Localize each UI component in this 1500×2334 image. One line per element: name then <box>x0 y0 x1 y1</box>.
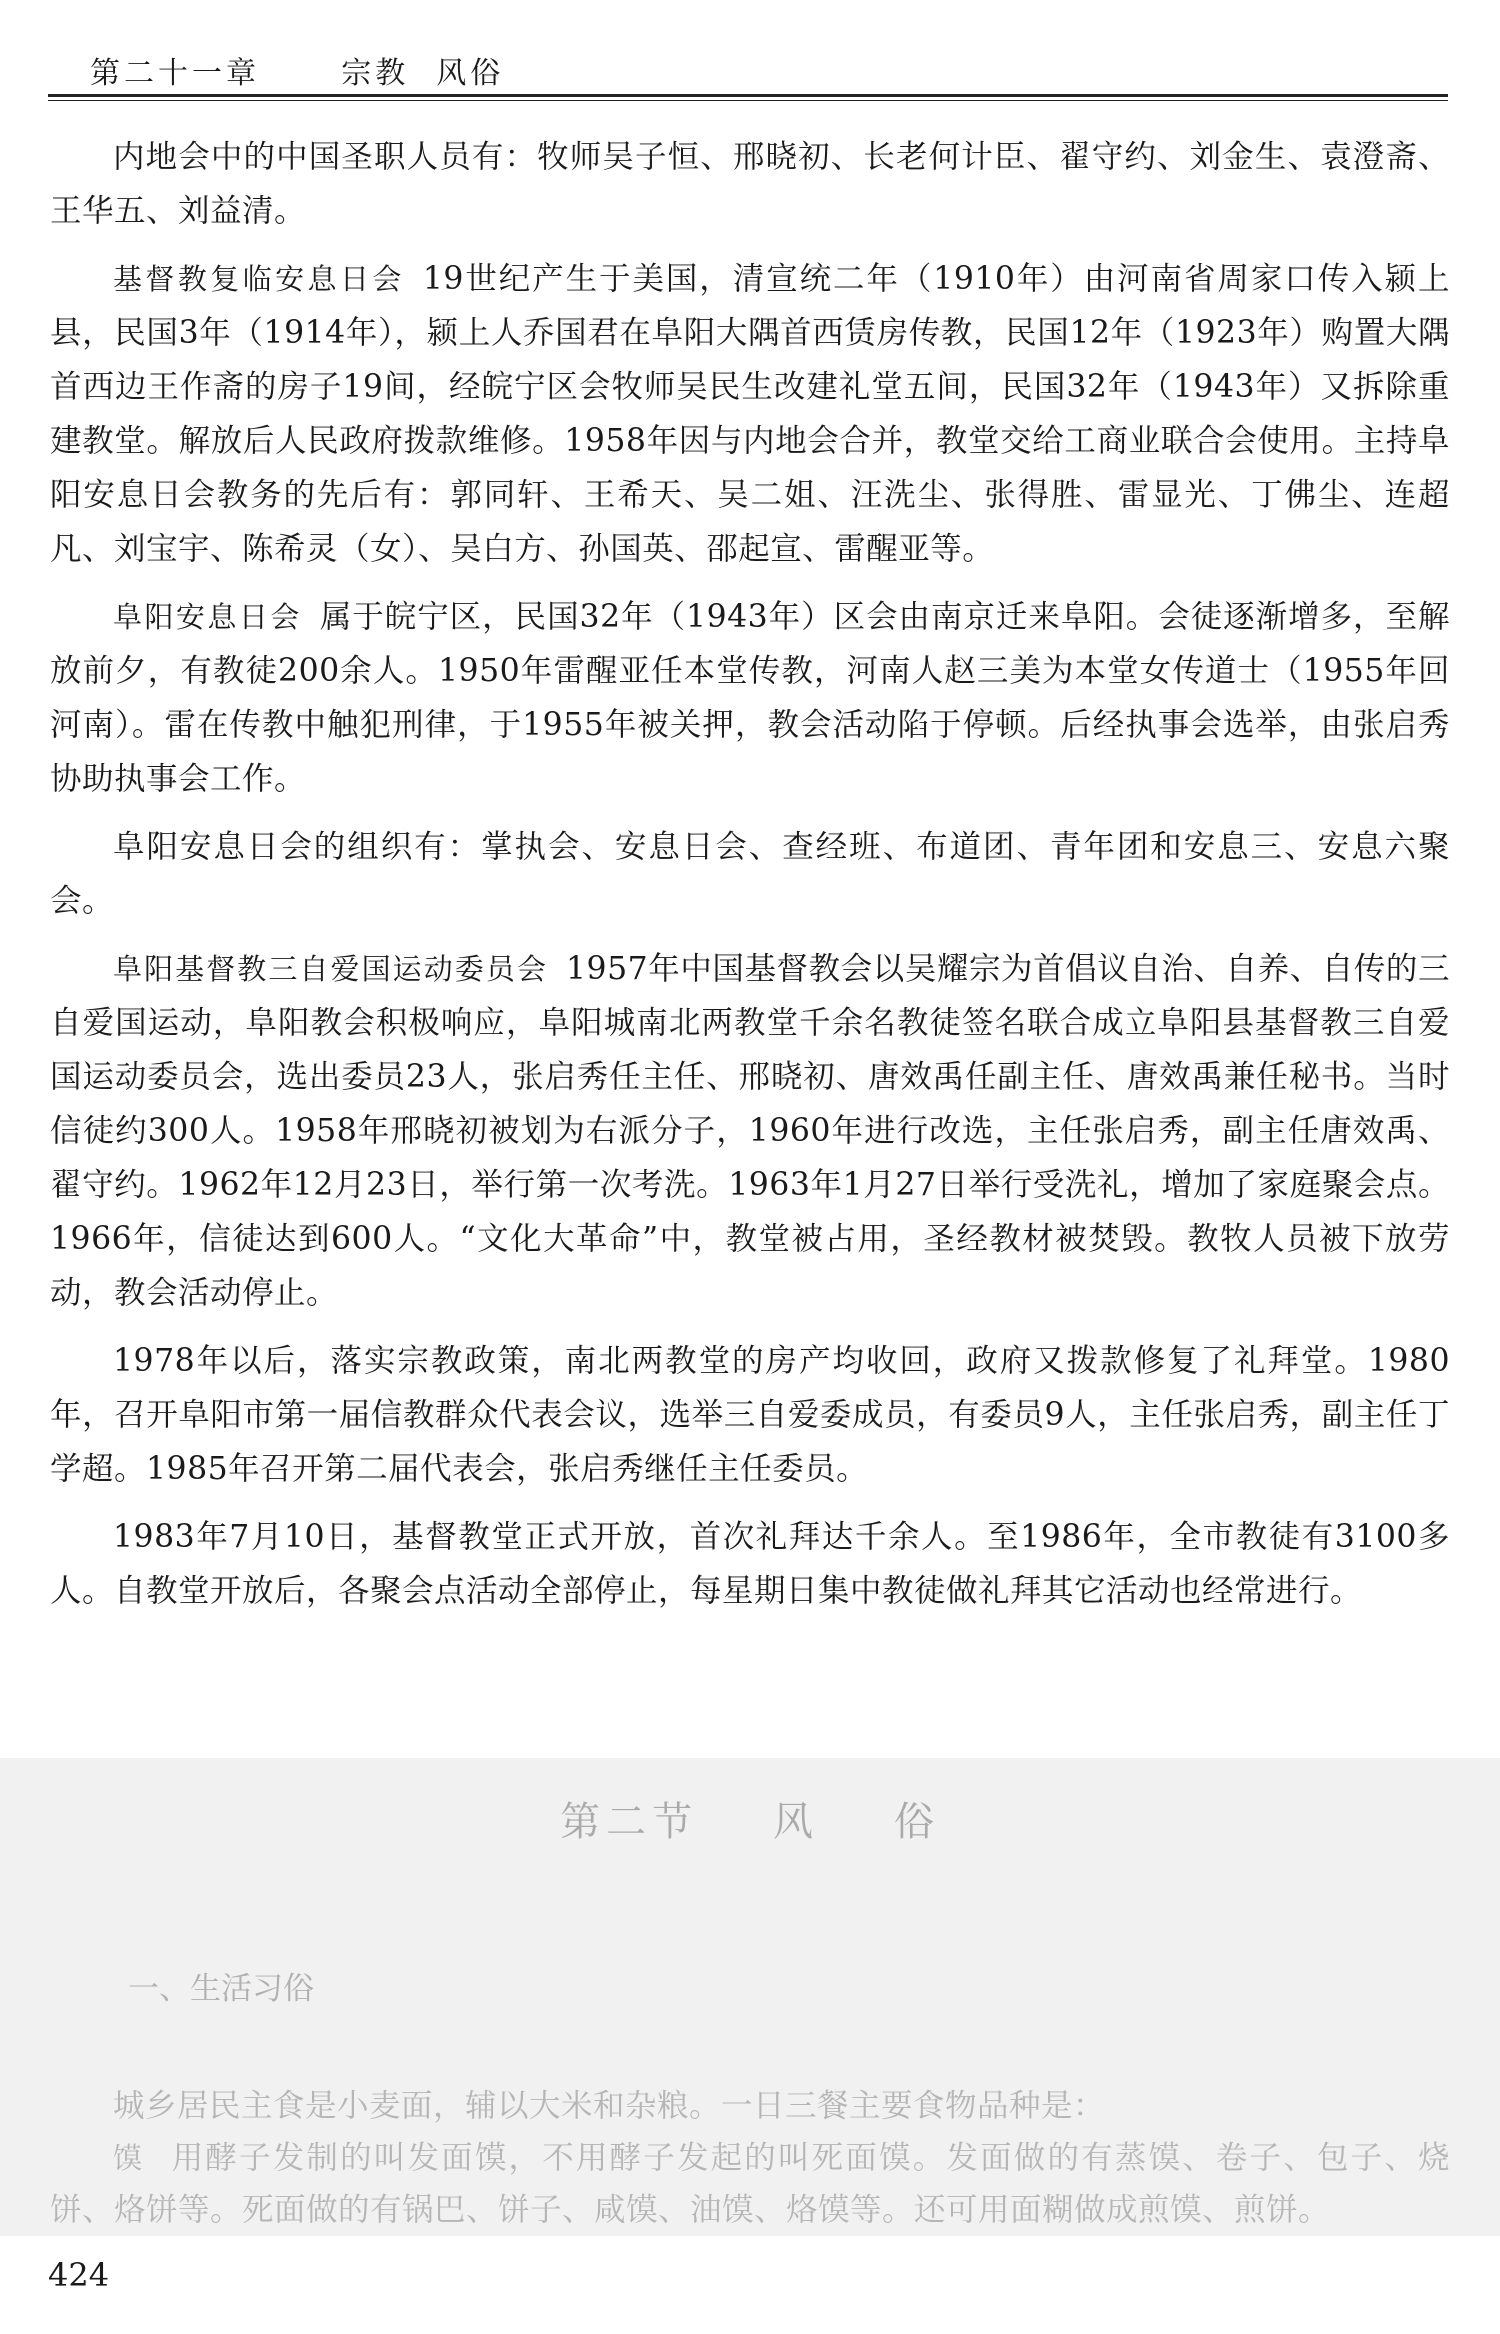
section-text <box>50 2080 1450 2236</box>
paragraph-term: 阜阳安息日会 <box>113 600 302 634</box>
page-number: 424 <box>48 2256 110 2294</box>
paragraph <box>50 1510 1450 1618</box>
paragraph-term: 馍 <box>113 2141 146 2175</box>
paragraph <box>50 2080 1450 2132</box>
paragraph-text: 1978年以后，落实宗教政策，南北两教堂的房产均收回，政府又拨款修复了礼拜堂。1980年，召开阜阳市第一届信教群众代表会议，选举三自爱委成员，有委员9人，主任张启秀，副主任丁学超。1985年召开第二届代表会，张启秀继任主任委员。 <box>50 1343 1450 1487</box>
main-text <box>50 130 1450 1632</box>
paragraph <box>50 130 1450 238</box>
paragraph-text: 内地会中的中国圣职人员有：牧师吴子恒、邢晓初、长老何计臣、翟守约、刘金生、袁澄斋、王华五、刘益清。 <box>50 139 1450 229</box>
header-rule-thick <box>48 94 1448 97</box>
paragraph <box>50 2132 1450 2236</box>
paragraph-text: 属于皖宁区，民国32年（1943年）区会由南京迁来阜阳。会徒逐渐增多，至解放前夕，有教徒200余人。1950年雷醒亚任本堂传教，河南人赵三美为本堂女传道士（1955年回河南）。雷在传教中触犯刑律，于1955年被关押，教会活动陷于停顿。后经执事会选举，由张启秀协助执事会工作。 <box>50 599 1450 797</box>
chapter-header <box>90 48 504 92</box>
section-title: 第二节 风 俗 <box>560 1799 940 1845</box>
running-header <box>48 40 1448 100</box>
header-rule-thin <box>48 100 1448 101</box>
paragraph <box>50 942 1450 1320</box>
paragraph <box>50 590 1450 806</box>
chapter-topic: 宗教 风俗 <box>341 56 505 91</box>
chapter-label: 第二十一章 <box>90 56 260 91</box>
paragraph <box>50 820 1450 928</box>
paragraph-text: 1957年中国基督教会以吴耀宗为首倡议自治、自养、自传的三自爱国运动，阜阳教会积极响应，阜阳城南北两教堂千余名教徒签名联合成立阜阳县基督教三自爱国运动委员会，选出委员23人，张启秀任主任、邢晓初、唐效禹任副主任、唐效禹兼任秘书。当时信徒约300人。1958年邢晓初被划为右派分子，1960年进行改选，主任张启秀，副主任唐效禹、翟守约。1962年12月23日，举行第一次考洗。1963年1月27日举行受洗礼，增加了家庭聚会点。1966年，信徒达到600人。“文化大革命”中，教堂被占用，圣经教材被焚毁。教牧人员被下放劳动，教会活动停止。 <box>50 951 1450 1311</box>
paragraph-text: 城乡居民主食是小麦面，辅以大米和杂粮。一日三餐主要食物品种是： <box>113 2088 1106 2124</box>
paragraph-text: 19世纪产生于美国，清宣统二年（1910年）由河南省周家口传入颍上县，民国3年（1914年），颍上人乔国君在阜阳大隅首西赁房传教，民国12年（1923年）购置大隅首西边王作斋的房子19间，经皖宁区会牧师吴民生改建礼堂五间，民国32年（1943年）又拆除重建教堂。解放后人民政府拨款维修。1958年因与内地会合并，教堂交给工商业联合会使用。主持阜阳安息日会教务的先后有：郭同轩、王希天、吴二姐、汪洗尘、张得胜、雷显光、丁佛尘、连超凡、刘宝宇、陈希灵（女）、吴白方、孙国英、邵起宣、雷醒亚等。 <box>50 261 1450 567</box>
paragraph <box>50 1334 1450 1496</box>
paragraph-term: 基督教复临安息日会 <box>113 262 405 296</box>
paragraph <box>50 252 1450 576</box>
paragraph-text: 用酵子发制的叫发面馍，不用酵子发起的叫死面馍。发面做的有蒸馍、卷子、包子、烧饼、烙饼等。死面做的有锅巴、饼子、咸馍、油馍、烙馍等。还可用面糊做成煎馍、煎饼。 <box>50 2140 1450 2228</box>
paragraph-text: 1983年7月10日，基督教堂正式开放，首次礼拜达千余人。至1986年，全市教徒有3100多人。自教堂开放后，各聚会点活动全部停止，每星期日集中教徒做礼拜其它活动也经常进行。 <box>50 1519 1450 1609</box>
paragraph-term: 阜阳基督教三自爱国运动委员会 <box>113 952 549 986</box>
paragraph-text: 阜阳安息日会的组织有：掌执会、安息日会、查经班、布道团、青年团和安息三、安息六聚会。 <box>50 829 1450 919</box>
subsection-title: 一、生活习俗 <box>128 1971 314 2007</box>
